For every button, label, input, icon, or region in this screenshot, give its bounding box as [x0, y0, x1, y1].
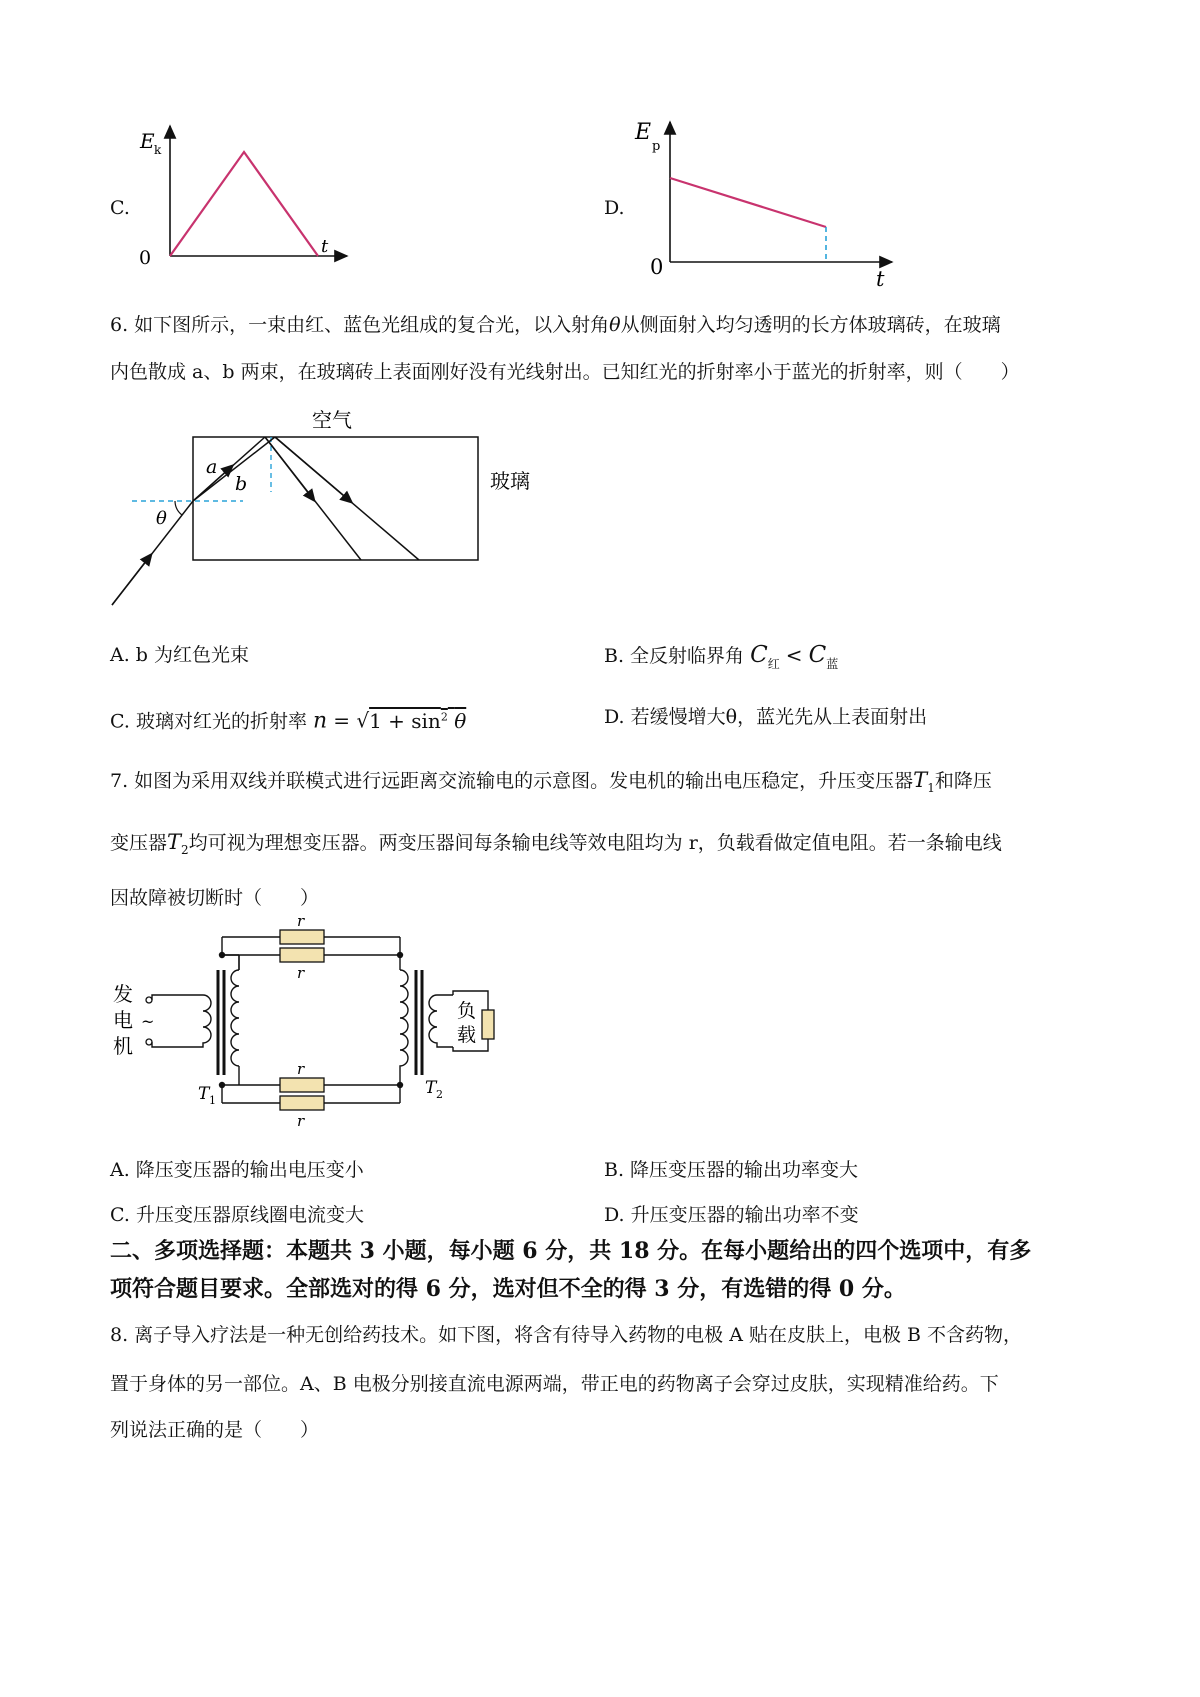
q6-option-b: B. 全反射临界角 $C_红 < C_蓝$	[604, 642, 839, 671]
gen-terminal-bottom	[146, 1039, 152, 1045]
resistor-top-2	[280, 948, 324, 962]
ray-a-label: a	[206, 456, 218, 478]
ray-b-reflect-arrow	[275, 437, 350, 501]
q6-glass-figure	[105, 400, 535, 610]
q6-option-a: A. b 为红色光束	[110, 644, 250, 666]
option-d-label: D.	[604, 197, 625, 219]
q7-line3: 因故障被切断时（ ）	[110, 887, 320, 909]
load-resistor	[482, 1010, 494, 1039]
gen-label-2: 电	[113, 1008, 133, 1032]
t2-secondary-coil	[429, 995, 453, 1047]
load-label-1: 负	[457, 1000, 477, 1022]
origin-label: 0	[139, 247, 152, 269]
ray-b-label: b	[235, 473, 248, 495]
y-axis-label: E	[140, 129, 155, 153]
q6-option-d: D. 若缓慢增大θ，蓝光先从上表面射出	[604, 706, 928, 728]
air-label: 空气	[312, 408, 352, 432]
ek-curve	[170, 152, 318, 256]
q6-line1: 6. 如下图所示，一束由红、蓝色光组成的复合光，以入射角θ从侧面射入均匀透明的长方体玻璃砖，在玻璃	[110, 314, 1001, 336]
graph-ep-vs-t	[630, 112, 900, 292]
q7-line1: 7. 如图为采用双线并联模式进行远距离交流输电的示意图。发电机的输出电压稳定，升压变压器$T_1$和降压	[110, 768, 992, 795]
t1-label-sub: 1	[209, 1094, 216, 1107]
q7-option-b: B. 降压变压器的输出功率变大	[604, 1159, 859, 1181]
gen-wire-bottom	[152, 1042, 185, 1047]
r-label-1: r	[297, 912, 305, 930]
resistor-top-1	[280, 930, 324, 944]
t2-label: T	[425, 1078, 437, 1098]
t1-label: T	[198, 1084, 210, 1104]
x-axis-label: t	[321, 236, 329, 257]
graph-ek-vs-t	[125, 118, 355, 268]
q7-option-c: C. 升压变压器原线圈电流变大	[110, 1204, 364, 1226]
q8-line1: 8. 离子导入疗法是一种无创给药技术。如下图，将含有待导入药物的电极 A 贴在皮肤上，电极 B 不含药物，	[110, 1324, 1023, 1346]
gen-label-3: 机	[113, 1034, 133, 1058]
glass-block	[193, 437, 478, 560]
theta-arc	[175, 501, 182, 515]
q8-line3: 列说法正确的是（ ）	[110, 1419, 320, 1441]
r-label-2: r	[297, 964, 305, 982]
y-axis-label: E	[635, 120, 652, 145]
section2-heading-line2: 项符合题目要求。全部选对的得 6 分，选对但不全的得 3 分，有选错的得 0 分。	[110, 1276, 906, 1302]
section2-heading-line1: 二、多项选择题：本题共 3 小题，每小题 6 分，共 18 分。在每小题给出的四个选项中，有多	[110, 1238, 1032, 1264]
resistor-bottom-1	[280, 1078, 324, 1092]
r-label-4: r	[297, 1112, 305, 1130]
q7-circuit-figure	[105, 912, 555, 1130]
ac-symbol: ~	[141, 1012, 155, 1031]
glass-label: 玻璃	[490, 469, 530, 493]
node-bottom-right	[397, 1082, 403, 1088]
ray-a-reflect-arrow	[265, 437, 313, 499]
gen-terminal-top	[146, 997, 152, 1003]
t2-label-sub: 2	[436, 1088, 443, 1101]
t1-secondary-coil	[231, 970, 239, 1066]
q7-option-d: D. 升压变压器的输出功率不变	[604, 1204, 859, 1226]
t2-primary-coil	[400, 970, 408, 1070]
gen-label-1: 发	[113, 982, 133, 1006]
resistor-bottom-2	[280, 1096, 324, 1110]
q6-line2: 内色散成 a、b 两束，在玻璃砖上表面刚好没有光线射出。已知红光的折射率小于蓝光的折射率，则（ ）	[110, 361, 1020, 383]
t1-primary-coil	[185, 995, 211, 1047]
q8-line2: 置于身体的另一部位。A、B 电极分别接直流电源两端，带正电的药物离子会穿过皮肤，实现精准给药。下	[110, 1373, 999, 1395]
q7-option-a: A. 降压变压器的输出电压变小	[110, 1159, 364, 1181]
y-axis-sub: k	[154, 143, 162, 157]
ep-curve	[670, 178, 826, 227]
load-label-2: 载	[457, 1024, 477, 1046]
origin-label: 0	[650, 255, 664, 279]
x-axis-label: t	[876, 267, 885, 291]
incident-arrow	[112, 556, 150, 605]
option-c-label: C.	[110, 197, 130, 219]
node-bottom-left	[219, 1082, 225, 1088]
q7-line2: 变压器$T_2$均可视为理想变压器。两变压器间每条输电线等效电阻均为 r，负载看做定值电阻。若一条输电线	[110, 830, 1002, 857]
theta-label: θ	[156, 508, 167, 529]
y-axis-sub: p	[652, 139, 661, 154]
q6-option-c: C. 玻璃对红光的折射率 $n = √1 + \sin^2 \theta$	[110, 708, 467, 734]
r-label-3: r	[297, 1060, 305, 1078]
gen-wire-top	[152, 995, 185, 1000]
